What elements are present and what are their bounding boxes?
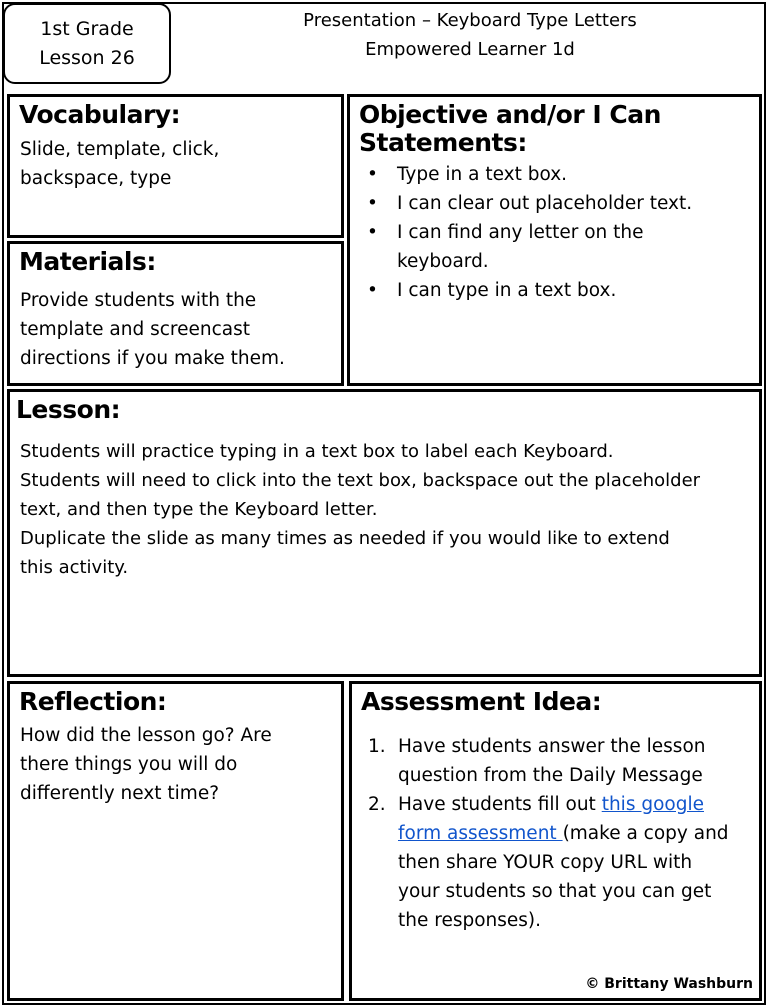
objective-box xyxy=(347,94,762,386)
objective-title-line: Objective and/or I Can xyxy=(359,100,661,129)
lesson-title: Lesson: xyxy=(16,395,121,424)
grade-lesson-box xyxy=(3,3,171,84)
google-form-link[interactable]: form assessment xyxy=(398,823,563,844)
list-item xyxy=(359,218,667,276)
page-header xyxy=(200,6,740,64)
lesson-line: this activity. xyxy=(20,557,129,578)
page-title: Presentation – Keyboard Type Letters xyxy=(303,10,637,31)
vocabulary-box xyxy=(7,94,344,238)
reflection-line: How did the lesson go? Are xyxy=(20,725,272,746)
bullet-icon: • xyxy=(367,193,378,214)
step-number: 2. xyxy=(368,794,386,815)
assessment-item-line: then share YOUR copy URL with xyxy=(398,852,693,873)
list-item xyxy=(360,790,760,935)
assessment-item-line: your students so that you can get xyxy=(398,881,712,902)
assessment-item-text: (make a copy and xyxy=(562,823,729,844)
bullet-icon: • xyxy=(367,164,378,185)
vocabulary-title: Vocabulary: xyxy=(19,100,181,129)
materials-line: Provide students with the xyxy=(20,290,257,311)
standard-label: Empowered Learner 1d xyxy=(365,39,575,60)
assessment-item-line xyxy=(398,790,760,819)
list-item xyxy=(359,276,754,305)
objective-item: I can find any letter on the keyboard. xyxy=(397,222,644,272)
assessment-item-line: Have students answer the lesson xyxy=(398,736,706,757)
reflection-line: differently next time? xyxy=(20,783,220,804)
reflection-box xyxy=(7,681,344,1001)
lesson-box xyxy=(7,389,762,677)
copyright-notice: © Brittany Washburn xyxy=(585,976,753,992)
assessment-title: Assessment Idea: xyxy=(361,687,602,716)
bullet-icon: • xyxy=(367,280,378,301)
objective-list xyxy=(359,160,754,305)
objective-item: I can type in a text box. xyxy=(397,280,617,301)
materials-line: template and screencast xyxy=(20,319,250,340)
assessment-item-line xyxy=(398,819,760,848)
materials-line: directions if you make them. xyxy=(20,348,285,369)
step-number: 1. xyxy=(368,736,386,757)
objective-item: Type in a text box. xyxy=(397,164,568,185)
vocabulary-line: Slide, template, click, xyxy=(20,139,220,160)
objective-title xyxy=(359,101,753,157)
reflection-line: there things you will do xyxy=(20,754,238,775)
assessment-item-line: the responses). xyxy=(398,910,542,931)
list-item xyxy=(359,189,754,218)
objective-title-line: Statements: xyxy=(359,128,527,157)
list-item xyxy=(360,732,760,790)
materials-box xyxy=(7,241,344,386)
assessment-item-line: question from the Daily Message xyxy=(398,765,703,786)
materials-text xyxy=(20,286,285,373)
bullet-icon: • xyxy=(367,222,378,243)
objective-item: I can clear out placeholder text. xyxy=(397,193,693,214)
reflection-title: Reflection: xyxy=(19,687,167,716)
assessment-list xyxy=(360,732,760,935)
materials-title: Materials: xyxy=(19,247,156,276)
vocabulary-text xyxy=(20,135,219,193)
vocabulary-line: backspace, type xyxy=(20,168,172,189)
google-form-link[interactable]: this google xyxy=(601,794,704,815)
list-item xyxy=(359,160,754,189)
reflection-text xyxy=(20,721,272,808)
assessment-item-text: Have students fill out xyxy=(398,794,602,815)
lesson-line: Duplicate the slide as many times as needed if you would like to extend xyxy=(20,528,670,549)
lesson-text xyxy=(20,437,700,582)
lesson-line: text, and then type the Keyboard letter. xyxy=(20,499,378,520)
lesson-line: Students will need to click into the text box, backspace out the placeholder xyxy=(20,470,701,491)
grade-label: 1st Grade xyxy=(40,18,134,40)
lesson-number: Lesson 26 xyxy=(39,47,135,69)
lesson-line: Students will practice typing in a text box to label each Keyboard. xyxy=(20,441,614,462)
assessment-box xyxy=(349,681,762,1001)
